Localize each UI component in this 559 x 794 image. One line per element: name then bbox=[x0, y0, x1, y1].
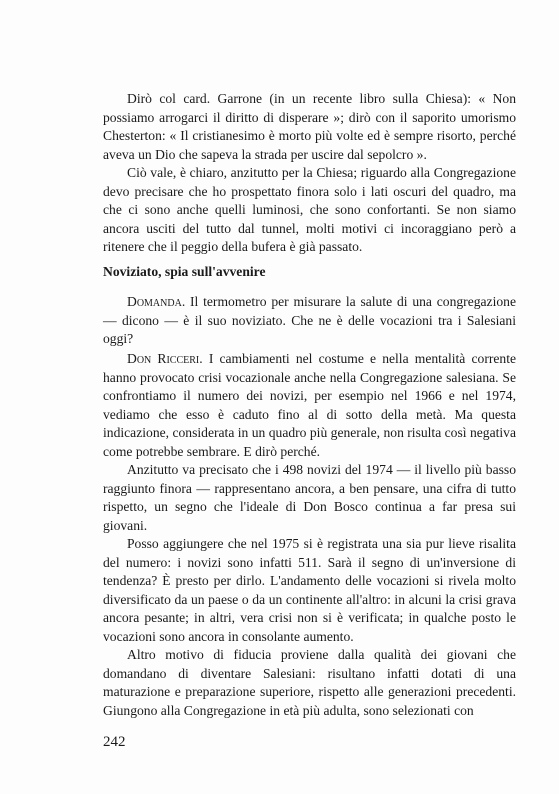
paragraph-altro: Altro motivo di fiducia proviene dalla qualità dei giovani che domandano di diventare Salesiani: risultano infatti dotati di una maturazione e preparazione superiore, rispetto alle generazioni precedenti. Giungono alla Congregazione in età più adulta, sono selezionati con bbox=[103, 647, 516, 718]
paragraph-cio-vale: Ciò vale, è chiaro, anzitutto per la Chiesa; riguardo alla Congregazione devo precisare che ho prospettato finora solo i lati oscuri del quadro, ma che ci sono anche quelli luminosi, che sono confortanti. Se non siamo ancora usciti del tutto dal tunnel, molti motivi ci incoraggiano però a ritenere che il peggio della bufera è già passato. bbox=[103, 165, 516, 254]
paragraph-posso: Posso aggiungere che nel 1975 si è registrata una sia pur lieve risalita del numero: i novizi sono infatti 511. Sarà il segno di un'inversione di tendenza? È presto per dirlo. L'andamento delle vocazioni si rivela molto diversificato da un paese o da un continente all'altro: in alcuni la crisi grava ancora pesante; in altri, vera crisi non si è verificata; in qualche posto le vocazioni sono ancora in consolante aumento. bbox=[103, 536, 516, 644]
domanda-text: Il termometro per misurare la salute di una congregazione — dicono — è il suo noviziato. Che ne è delle vocazioni tra i Salesiani oggi? bbox=[103, 294, 516, 346]
text-block-top bbox=[103, 90, 516, 257]
section-heading: Noviziato, spia sull'avvenire bbox=[103, 264, 266, 279]
page-number: 242 bbox=[103, 734, 126, 750]
paragraph-anzitutto: Anzitutto va precisato che i 498 novizi del 1974 — il livello più basso raggiunto finora — rappresentano ancora, a ben pensare, una cifra di tutto rispetto, un segno che l'ideale di Don Bosco continua a far presa sui giovani. bbox=[103, 462, 516, 533]
paragraph-ricceri bbox=[103, 350, 516, 461]
ricceri-text: I cambiamenti nel costume e nella mentalità corrente hanno provocato crisi vocazionale anche nella Congregazione salesiana. Se confrontiamo il numero dei novizi, per esempio nel 1966 e nel 1974, vediamo che esso è caduto fino al di sotto della metà. Ma questa indicazione, considerata in un quadro più generale, non risulta così negativa come potrebbe sembrare. E dirò perché. bbox=[103, 351, 517, 459]
text-block-domanda bbox=[103, 293, 516, 349]
paragraph-garrone: Dirò col card. Garrone (in un recente libro sulla Chiesa): « Non possiamo arrogarci il diritto di disperare »; dirò con il saporito umorismo Chesterton: « Il cristianesimo è morto più volte ed è sempre risorto, perché aveva un Dio che sapeva la strada per uscire dal sepolcro ». bbox=[103, 91, 516, 162]
text-block-main bbox=[103, 350, 516, 720]
speaker-ricceri: Don Ricceri. bbox=[127, 351, 203, 366]
paragraph-domanda bbox=[103, 293, 516, 349]
speaker-domanda: Domanda. bbox=[127, 294, 186, 309]
